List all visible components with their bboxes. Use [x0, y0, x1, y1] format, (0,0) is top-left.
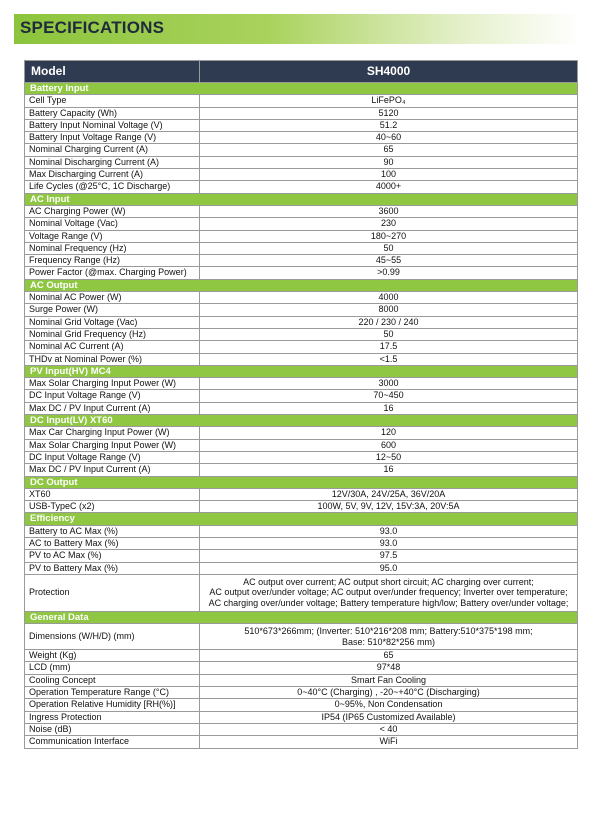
- spec-value: 51.2: [200, 119, 578, 131]
- spec-value-line: 510*673*266mm; (Inverter: 510*216*208 mm; Battery:510*375*198 mm;: [244, 625, 533, 636]
- spec-label: Ingress Protection: [25, 711, 200, 723]
- spec-value: 95.0: [200, 562, 578, 574]
- spec-value: LiFePO₄: [200, 95, 578, 107]
- spec-value: Smart Fan Cooling: [200, 674, 578, 686]
- table-row: [25, 156, 578, 168]
- spec-label: Max Car Charging Input Power (W): [25, 427, 200, 439]
- table-row: [25, 181, 578, 193]
- spec-value: 230: [200, 218, 578, 230]
- spec-value: 45~55: [200, 255, 578, 267]
- table-row: [25, 267, 578, 279]
- spec-value: 17.5: [200, 341, 578, 353]
- table-row: [25, 292, 578, 304]
- spec-value: 180~270: [200, 230, 578, 242]
- spec-value: 16: [200, 464, 578, 476]
- spec-value-line: AC output over/under voltage; AC output over/under frequency; Inverter over temperature;: [209, 587, 568, 598]
- table-row: [25, 723, 578, 735]
- spec-value: 65: [200, 650, 578, 662]
- spec-value: 600: [200, 439, 578, 451]
- spec-value: 65: [200, 144, 578, 156]
- table-row: [25, 169, 578, 181]
- table-row: [25, 736, 578, 748]
- table-row: [25, 562, 578, 574]
- table-row: [25, 144, 578, 156]
- spec-label: Max Solar Charging Input Power (W): [25, 378, 200, 390]
- section-header: [25, 193, 578, 205]
- spec-label: Cell Type: [25, 95, 200, 107]
- section-title: DC Input(LV) XT60: [25, 415, 578, 427]
- table-row: [25, 95, 578, 107]
- table-row: [25, 218, 578, 230]
- spec-label: Nominal Discharging Current (A): [25, 156, 200, 168]
- spec-value: [200, 623, 578, 649]
- section-title: Efficiency: [25, 513, 578, 525]
- section-title: PV Input(HV) MC4: [25, 365, 578, 377]
- spec-label: AC Charging Power (W): [25, 205, 200, 217]
- spec-value: >0.99: [200, 267, 578, 279]
- table-row: [25, 378, 578, 390]
- page-title: SPECIFICATIONS: [20, 18, 165, 37]
- spec-label: Max Discharging Current (A): [25, 169, 200, 181]
- spec-value: 220 / 230 / 240: [200, 316, 578, 328]
- spec-value: <1.5: [200, 353, 578, 365]
- spec-label: PV to Battery Max (%): [25, 562, 200, 574]
- spec-label: Protection: [25, 574, 200, 611]
- spec-body: [25, 83, 578, 749]
- table-row: [25, 574, 578, 611]
- table-row: [25, 255, 578, 267]
- spec-value: 120: [200, 427, 578, 439]
- table-row: [25, 427, 578, 439]
- spec-label: Nominal Charging Current (A): [25, 144, 200, 156]
- table-row: [25, 316, 578, 328]
- spec-value: < 40: [200, 723, 578, 735]
- section-header: [25, 279, 578, 291]
- spec-label: Battery Input Voltage Range (V): [25, 132, 200, 144]
- table-row: [25, 488, 578, 500]
- model-label: Model: [25, 61, 200, 83]
- spec-label: Cooling Concept: [25, 674, 200, 686]
- spec-label: Surge Power (W): [25, 304, 200, 316]
- table-row: [25, 550, 578, 562]
- spec-value: 100W, 5V, 9V, 12V, 15V:3A, 20V:5A: [200, 501, 578, 513]
- spec-value: 70~450: [200, 390, 578, 402]
- spec-label: Nominal Frequency (Hz): [25, 242, 200, 254]
- section-title: General Data: [25, 611, 578, 623]
- spec-label: Power Factor (@max. Charging Power): [25, 267, 200, 279]
- model-value: SH4000: [200, 61, 578, 83]
- spec-label: Operation Temperature Range (°C): [25, 687, 200, 699]
- spec-label: Life Cycles (@25°C, 1C Discharge): [25, 181, 200, 193]
- spec-label: Operation Relative Humidity [RH(%)]: [25, 699, 200, 711]
- table-row: [25, 451, 578, 463]
- spec-label: Nominal Voltage (Vac): [25, 218, 200, 230]
- spec-value: 3000: [200, 378, 578, 390]
- spec-value: 100: [200, 169, 578, 181]
- section-title: DC Output: [25, 476, 578, 488]
- section-header: [25, 611, 578, 623]
- specifications-banner: [14, 14, 580, 44]
- table-row: [25, 328, 578, 340]
- spec-label: Max DC / PV Input Current (A): [25, 464, 200, 476]
- table-row: [25, 623, 578, 649]
- spec-value: 0~40°C (Charging) , -20~+40°C (Discharging): [200, 687, 578, 699]
- spec-label: USB-TypeC (x2): [25, 501, 200, 513]
- spec-value: 8000: [200, 304, 578, 316]
- section-header: [25, 476, 578, 488]
- table-row: [25, 107, 578, 119]
- spec-value-line: AC output over current; AC output short circuit; AC charging over current;: [243, 576, 534, 587]
- spec-value: 4000: [200, 292, 578, 304]
- spec-value: IP54 (IP65 Customized Available): [200, 711, 578, 723]
- section-header: [25, 83, 578, 95]
- spec-label: Communication Interface: [25, 736, 200, 748]
- table-row: [25, 132, 578, 144]
- spec-value: 5120: [200, 107, 578, 119]
- spec-label: Noise (dB): [25, 723, 200, 735]
- table-row: [25, 402, 578, 414]
- spec-label: DC Input Voltage Range (V): [25, 390, 200, 402]
- spec-value: [200, 574, 578, 611]
- spec-value: 16: [200, 402, 578, 414]
- table-row: [25, 390, 578, 402]
- spec-value: 50: [200, 242, 578, 254]
- table-row: [25, 464, 578, 476]
- spec-label: Nominal Grid Voltage (Vac): [25, 316, 200, 328]
- table-row: [25, 501, 578, 513]
- table-row: [25, 205, 578, 217]
- spec-value: 97*48: [200, 662, 578, 674]
- spec-label: Nominal AC Power (W): [25, 292, 200, 304]
- spec-label: PV to AC Max (%): [25, 550, 200, 562]
- spec-value: 90: [200, 156, 578, 168]
- table-row: [25, 304, 578, 316]
- table-row: [25, 439, 578, 451]
- spec-label: THDv at Nominal Power (%): [25, 353, 200, 365]
- spec-label: Max DC / PV Input Current (A): [25, 402, 200, 414]
- spec-label: DC Input Voltage Range (V): [25, 451, 200, 463]
- spec-label: Battery to AC Max (%): [25, 525, 200, 537]
- table-row: [25, 353, 578, 365]
- spec-value: 4000+: [200, 181, 578, 193]
- spec-label: Battery Capacity (Wh): [25, 107, 200, 119]
- table-row: [25, 537, 578, 549]
- spec-value: 40~60: [200, 132, 578, 144]
- table-row: [25, 687, 578, 699]
- table-row: [25, 119, 578, 131]
- spec-label: Frequency Range (Hz): [25, 255, 200, 267]
- spec-label: Max Solar Charging Input Power (W): [25, 439, 200, 451]
- spec-label: Nominal AC Current (A): [25, 341, 200, 353]
- section-title: Battery Input: [25, 83, 578, 95]
- spec-label: XT60: [25, 488, 200, 500]
- table-row: [25, 230, 578, 242]
- spec-value: 97.5: [200, 550, 578, 562]
- spec-value: 0~95%, Non Condensation: [200, 699, 578, 711]
- table-header: [25, 61, 578, 83]
- section-title: AC Output: [25, 279, 578, 291]
- spec-value: 93.0: [200, 525, 578, 537]
- table-row: [25, 341, 578, 353]
- section-header: [25, 365, 578, 377]
- spec-value: WiFi: [200, 736, 578, 748]
- section-header: [25, 513, 578, 525]
- spec-value-line: Base: 510*82*256 mm): [341, 636, 436, 647]
- spec-label: Battery Input Nominal Voltage (V): [25, 119, 200, 131]
- spec-label: Weight (Kg): [25, 650, 200, 662]
- spec-label: LCD (mm): [25, 662, 200, 674]
- table-row: [25, 650, 578, 662]
- spec-label: AC to Battery Max (%): [25, 537, 200, 549]
- spec-value: 12~50: [200, 451, 578, 463]
- table-row: [25, 662, 578, 674]
- spec-value: 50: [200, 328, 578, 340]
- table-row: [25, 711, 578, 723]
- spec-value: 12V/30A, 24V/25A, 36V/20A: [200, 488, 578, 500]
- spec-value: 3600: [200, 205, 578, 217]
- table-row: [25, 242, 578, 254]
- table-row: [25, 699, 578, 711]
- section-header: [25, 415, 578, 427]
- table-row: [25, 525, 578, 537]
- spec-value: 93.0: [200, 537, 578, 549]
- table-row: [25, 674, 578, 686]
- spec-table: [24, 60, 578, 749]
- spec-label: Nominal Grid Frequency (Hz): [25, 328, 200, 340]
- spec-label: Voltage Range (V): [25, 230, 200, 242]
- section-title: AC Input: [25, 193, 578, 205]
- spec-value-line: AC charging over/under voltage; Battery temperature high/low; Battery over/under voltage;: [208, 598, 569, 609]
- spec-label: Dimensions (W/H/D) (mm): [25, 623, 200, 649]
